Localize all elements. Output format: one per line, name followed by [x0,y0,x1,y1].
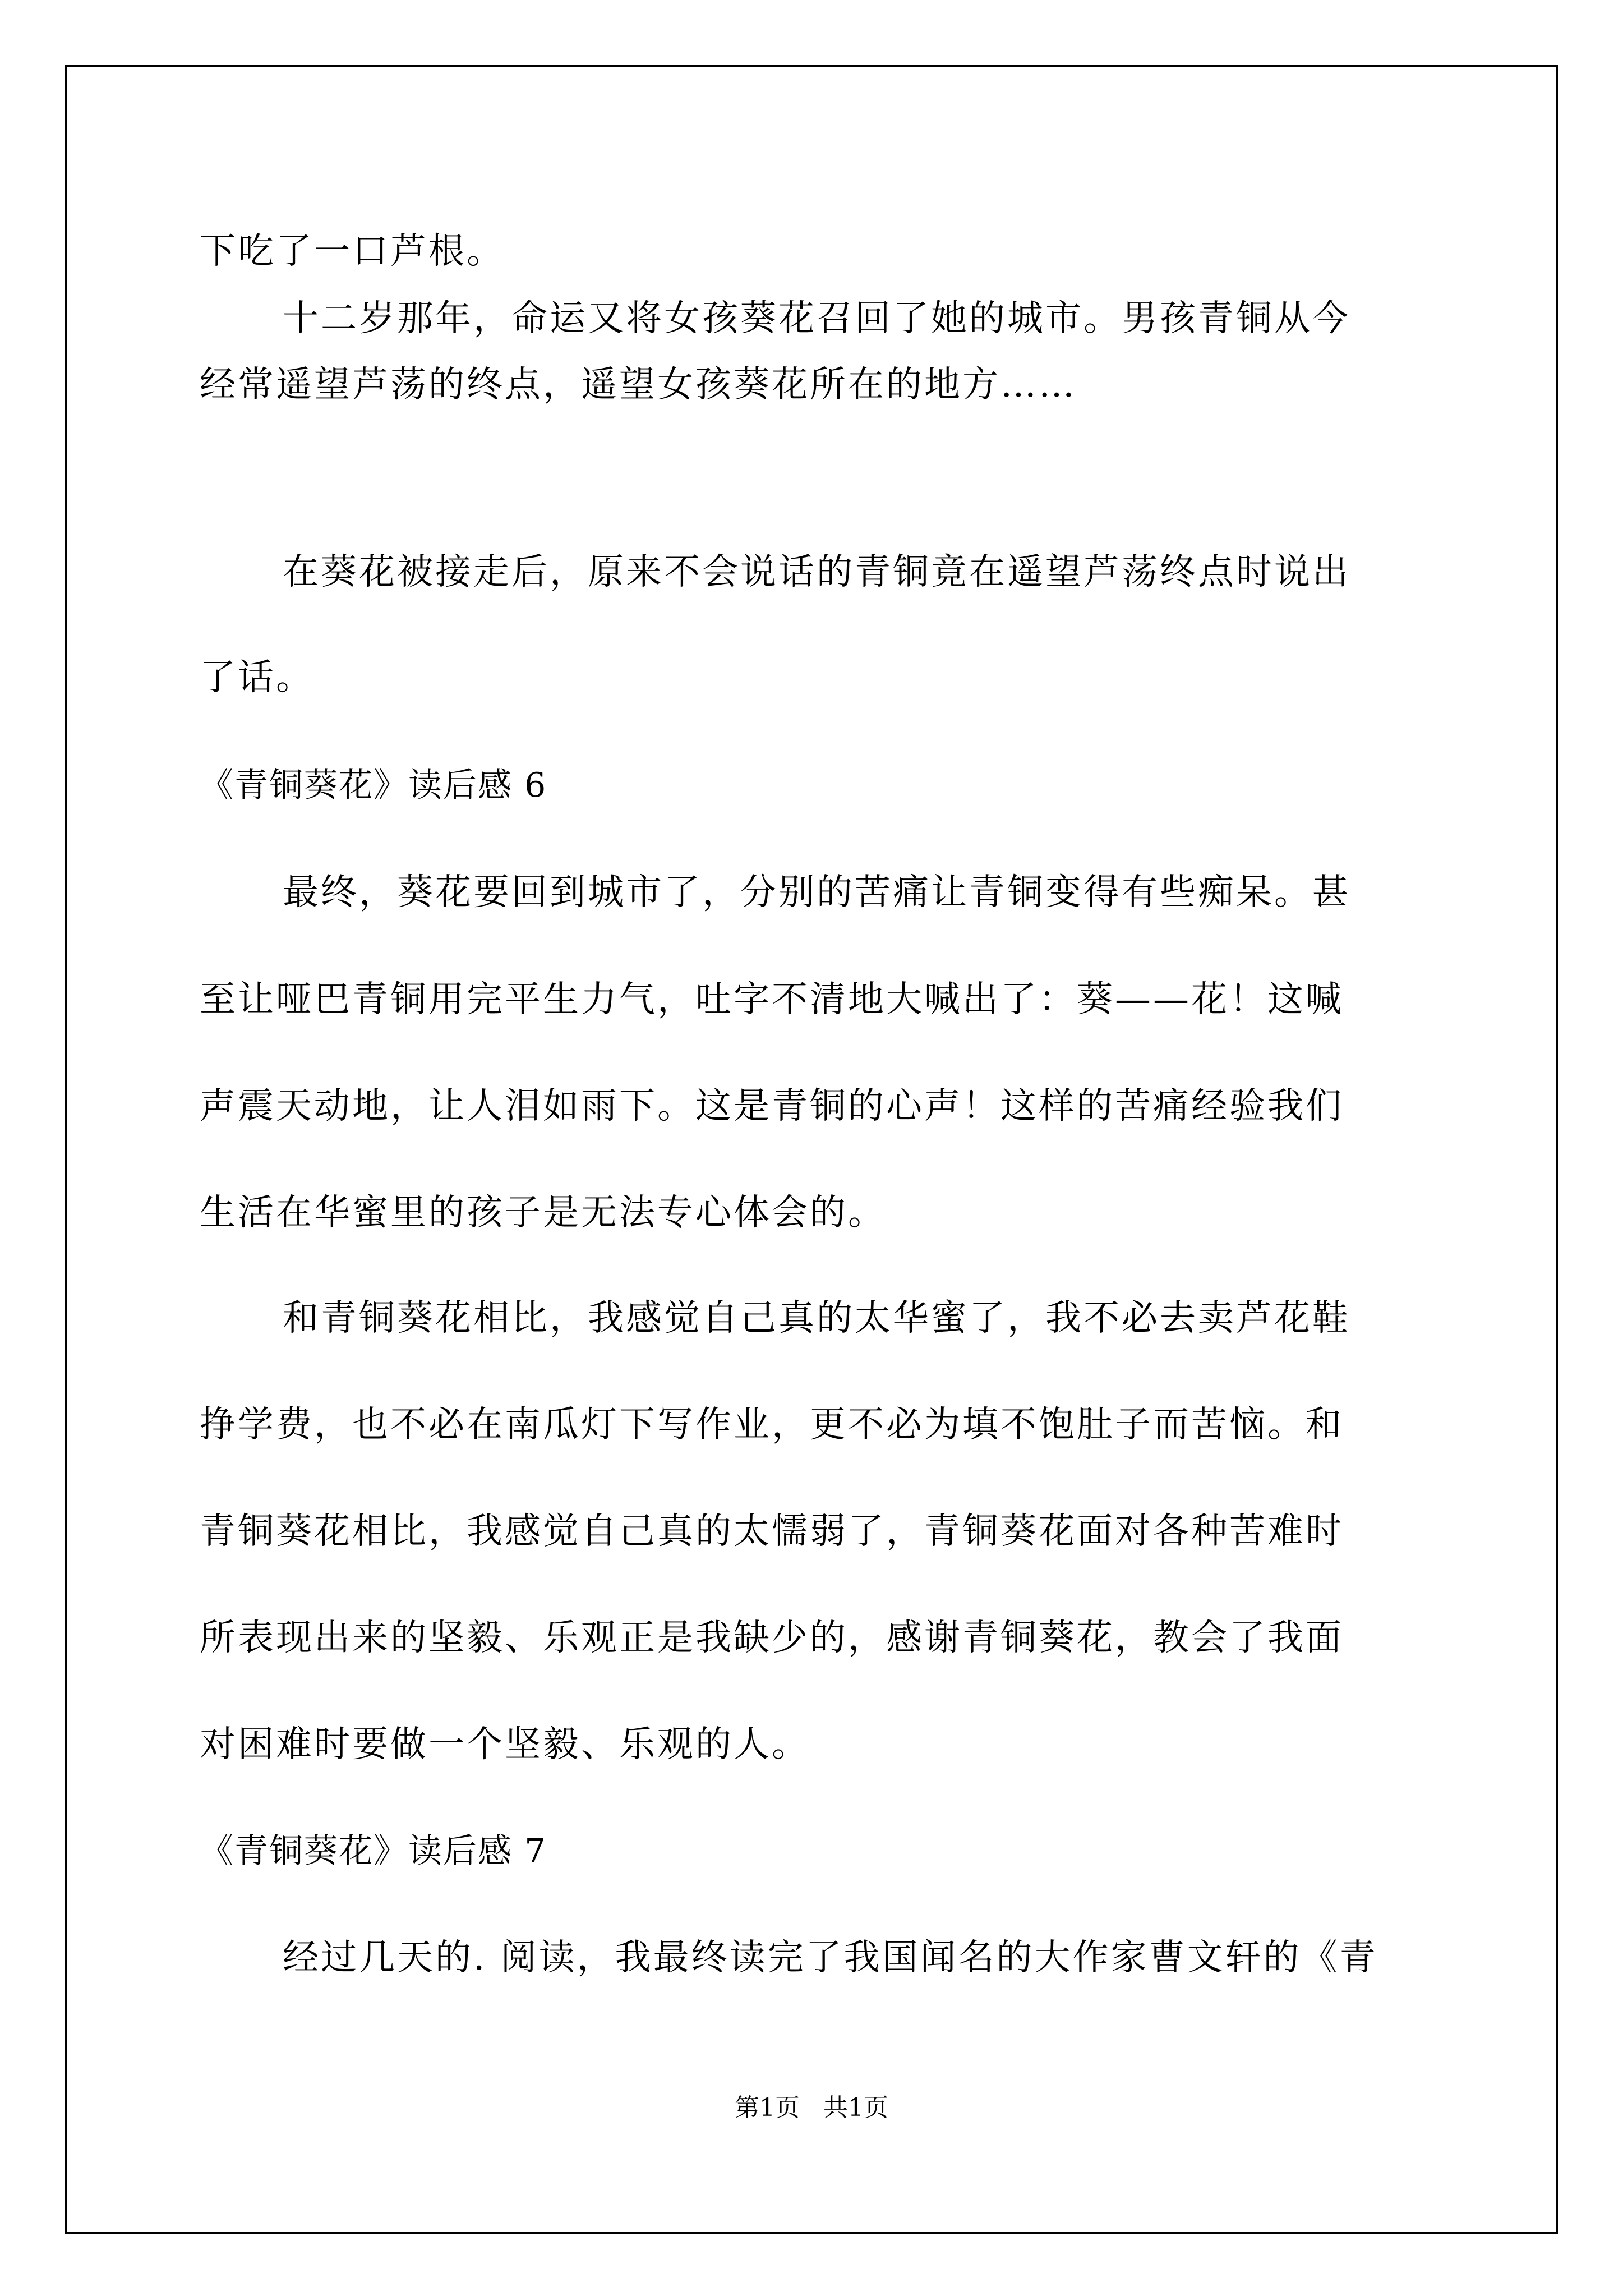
page-total: 共1页 [823,2093,888,2122]
section-heading: 《青铜葵花》读后感 6 [200,766,547,805]
page-number: 第1页 [735,2093,800,2122]
paragraph-start: 十二岁那年，命运又将女孩葵花召回了她的城市。男孩青铜从今 [283,298,1350,339]
text-line: 下吃了一口芦根。 [200,231,505,272]
text-line: 生活在华蜜里的孩子是无法专心体会的。 [200,1192,886,1234]
text-line: 至让哑巴青铜用完平生力气，吐字不清地大喊出了：葵——花！这喊 [200,979,1344,1020]
text-line: 了话。 [200,657,314,698]
text-line: 对困难时要做一个坚毅、乐观的人。 [200,1724,810,1765]
paragraph-start: 经过几天的. 阅读，我最终读完了我国闻名的大作家曹文轩的《青 [283,1937,1378,1978]
paragraph-start: 最终，葵花要回到城市了，分别的苦痛让青铜变得有些痴呆。甚 [283,872,1350,913]
text-line: 挣学费，也不必在南瓜灯下写作业，更不必为填不饱肚子而苦恼。和 [200,1404,1344,1446]
section-heading: 《青铜葵花》读后感 7 [200,1832,547,1871]
text-line: 青铜葵花相比，我感觉自己真的太懦弱了，青铜葵花面对各种苦难时 [200,1511,1344,1552]
paragraph-start: 在葵花被接走后，原来不会说话的青铜竟在遥望芦荡终点时说出 [283,551,1350,593]
text-line: 所表现出来的坚毅、乐观正是我缺少的，感谢青铜葵花，教会了我面 [200,1617,1344,1659]
paragraph-start: 和青铜葵花相比，我感觉自己真的太华蜜了，我不必去卖芦花鞋 [283,1297,1350,1339]
text-line: 声震天动地，让人泪如雨下。这是青铜的心声！这样的苦痛经验我们 [200,1085,1344,1127]
page-footer [0,2093,1623,2122]
text-line: 经常遥望芦荡的终点，遥望女孩葵花所在的地方…… [200,364,1077,406]
